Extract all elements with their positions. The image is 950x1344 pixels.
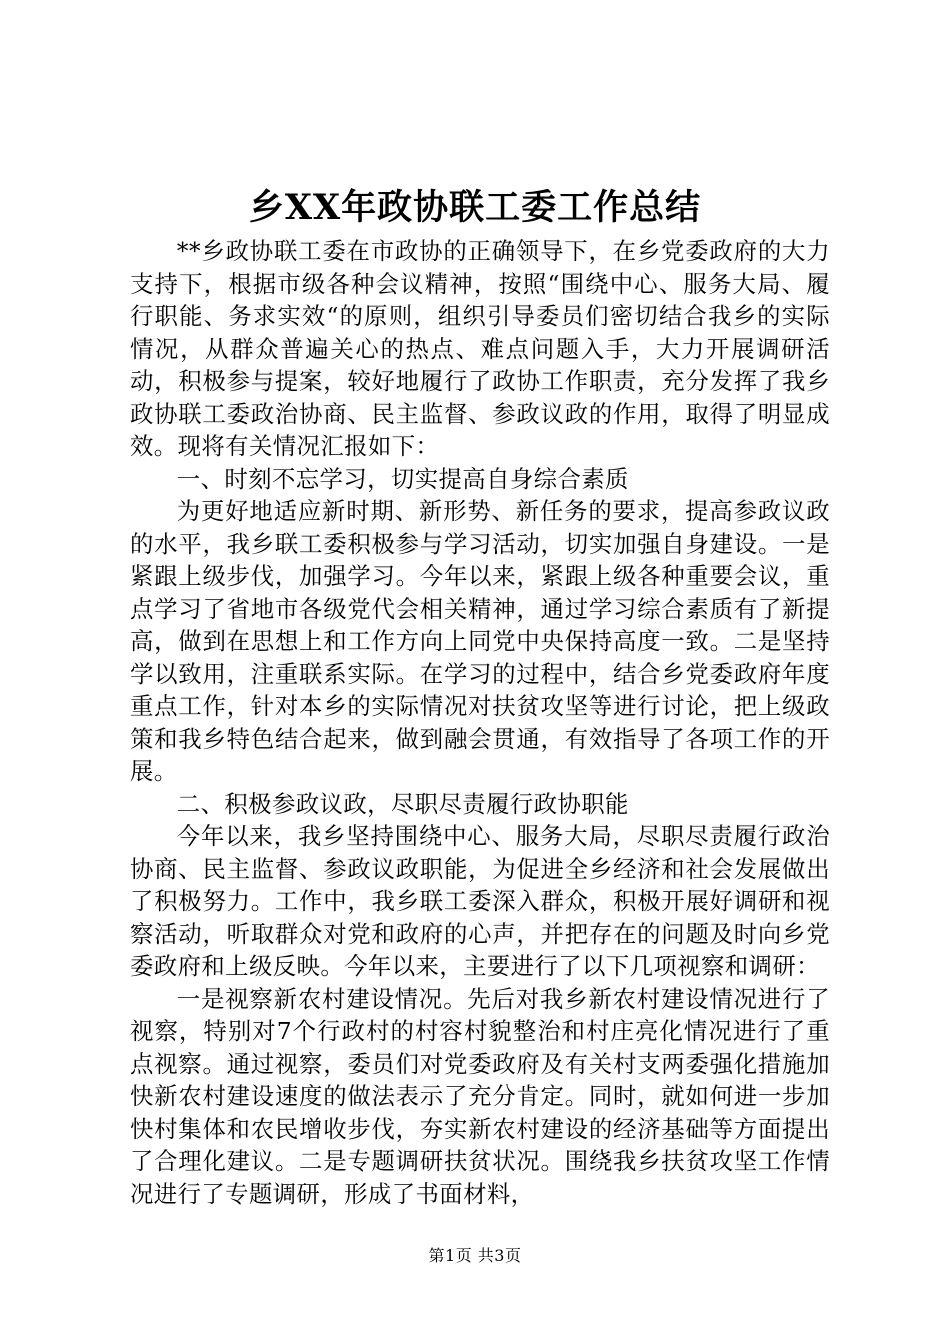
page-number-footer: 第1页 共3页: [428, 1246, 522, 1265]
intro-paragraph: **乡政协联工委在市政协的正确领导下，在乡党委政府的大力支持下，根据市级各种会议精神，按照“围绕中心、服务大局、履行职能、务求实效“的原则，组织引导委员们密切结合我乡的实际情况，从群众普遍关心的热点、难点问题入手，大力开展调研活动，积极参与提案，较好地履行了政协工作职责，充分发挥了我乡政协联工委政治协商、民主监督、参政议政的作用，取得了明显成效。现将有关情况汇报如下：: [130, 237, 830, 460]
section-2-heading: 二、积极参政议政，尽职尽责履行政协职能: [176, 789, 629, 818]
section-2-paragraph-2: 一是视察新农村建设情况。先后对我乡新农村建设情况进行了视察，特别对7个行政村的村容村貌整治和村庄亮化情况进行了重点视察。通过视察，委员们对党委政府及有关村支两委强化措施加快新农村建设速度的做法表示了充分肯定。同时，就如何进一步加快村集体和农民增收步伐，夯实新农村建设的经济基础等方面提出了合理化建议。二是专题调研扶贫状况。围绕我乡扶贫攻坚工作情况进行了专题调研，形成了书面材料，: [130, 984, 830, 1208]
section-2-paragraph-1: 今年以来，我乡坚持围绕中心、服务大局，尽职尽责履行政治协商、民主监督、参政议政职能，为促进全乡经济和社会发展做出了积极努力。工作中，我乡联工委深入群众，积极开展好调研和视察活动，听取群众对党和政府的心声，并把存在的问题及时向乡党委政府和上级反映。今年以来，主要进行了以下几项视察和调研：: [130, 822, 830, 980]
document-body: [130, 235, 830, 1210]
document-title: 乡XX年政协联工委工作总结: [248, 187, 702, 228]
section-1-heading: 一、时刻不忘学习，切实提高自身综合素质: [176, 464, 629, 493]
section-1-paragraph: 为更好地适应新时期、新形势、新任务的要求，提高参政议政的水平，我乡联工委积极参与学习活动，切实加强自身建设。一是紧跟上级步伐，加强学习。今年以来，紧跟上级各种重要会议，重点学习了省地市各级党代会相关精神，通过学习综合素质有了新提高，做到在思想上和工作方向上同党中央保持高度一致。二是坚持学以致用，注重联系实际。在学习的过程中，结合乡党委政府年度重点工作，针对本乡的实际情况对扶贫攻坚等进行讨论，把上级政策和我乡特色结合起来，做到融会贯通，有效指导了各项工作的开展。: [130, 497, 830, 785]
